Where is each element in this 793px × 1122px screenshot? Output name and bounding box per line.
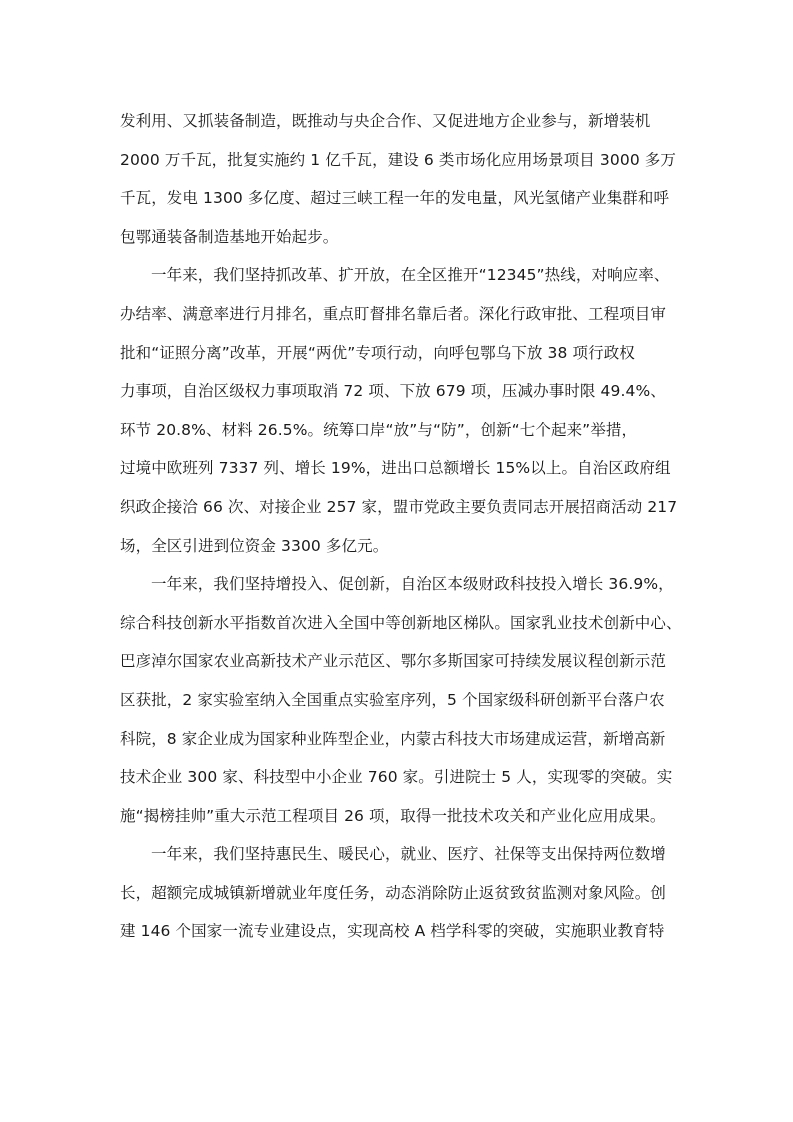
text-line: 建 146 个国家一流专业建设点，实现高校 A 档学科零的突破，实施职业教育特 xyxy=(120,922,665,941)
text-line: 办结率、满意率进行月排名，重点盯督排名靠后者。深化行政审批、工程项目审 xyxy=(120,304,667,323)
text-line: 千瓦，发电 1300 多亿度、超过三峡工程一年的发电量，风光氢储产业集群和呼 xyxy=(120,189,670,208)
text-line: 区获批，2 家实验室纳入全国重点实验室序列，5 个国家级科研创新平台落户农 xyxy=(120,690,665,709)
text-line: 力事项，自治区级权力事项取消 72 项、下放 679 项，压减办事时限 49.4%、 xyxy=(120,382,666,401)
paragraph-start-line: 一年来，我们坚持抓改革、扩开放，在全区推开“12345”热线，对响应率、 xyxy=(151,266,670,285)
text-line: 过境中欧班列 7337 列、增长 19%，进出口总额增长 15%以上。自治区政府组 xyxy=(120,459,671,478)
text-line: 长，超额完成城镇新增就业年度任务，动态消除防止返贫致贫监测对象风险。创 xyxy=(120,883,667,902)
text-line: 综合科技创新水平指数首次进入全国中等创新地区梯队。国家乳业技术创新中心、 xyxy=(120,613,682,632)
text-line: 发利用、又抓装备制造，既推动与央企合作、又促进地方企业参与，新增装机 xyxy=(120,112,651,130)
text-line: 科院，8 家企业成为国家种业阵型企业，内蒙古科技大市场建成运营，新增高新 xyxy=(120,729,666,748)
text-line: 2000 万千瓦，批复实施约 1 亿千瓦，建设 6 类市场化应用场景项目 3000 多万 xyxy=(120,150,677,169)
text-line: 场，全区引进到位资金 3300 多亿元。 xyxy=(120,536,389,555)
text-line: 织政企接洽 66 次、对接企业 257 家，盟市党政主要负责同志开展招商活动 217 xyxy=(120,497,678,516)
paragraph-start-line: 一年来，我们坚持增投入、促创新，自治区本级财政科技投入增长 36.9%， xyxy=(151,575,674,594)
text-line: 包鄂通装备制造基地开始起步。 xyxy=(120,227,339,246)
text-line: 巴彦淖尔国家农业高新技术产业示范区、鄂尔多斯国家可持续发展议程创新示范 xyxy=(120,652,667,671)
paragraph-start-line: 一年来，我们坚持惠民生、暖民心，就业、医疗、社保等支出保持两位数增 xyxy=(151,845,666,864)
body-text xyxy=(120,102,680,951)
text-line: 批和“证照分离”改革，开展“两优”专项行动，向呼包鄂乌下放 38 项行政权 xyxy=(120,343,635,362)
text-line: 环节 20.8%、材料 26.5%。统筹口岸“放”与“防”，创新“七个起来”举措， xyxy=(120,420,638,439)
text-line: 技术企业 300 家、科技型中小企业 760 家。引进院士 5 人，实现零的突破。实 xyxy=(120,768,673,787)
text-line: 施“揭榜挂帅”重大示范工程项目 26 项，取得一批技术攻关和产业化应用成果。 xyxy=(120,806,666,825)
